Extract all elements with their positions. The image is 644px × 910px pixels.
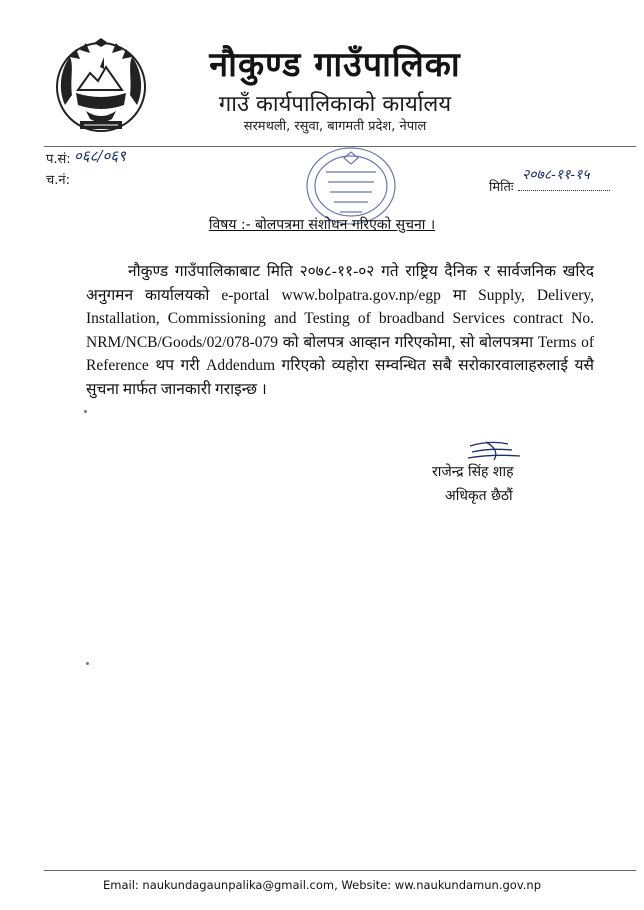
date-underline xyxy=(518,190,610,191)
nepal-emblem-icon xyxy=(50,35,152,137)
signatory-name: राजेन्द्र सिंह शाह xyxy=(432,464,514,480)
office-subtitle: गाउँ कार्यपालिकाको कार्यालय xyxy=(218,92,452,117)
footer-divider xyxy=(44,870,636,871)
date-label: मितिः xyxy=(489,180,514,195)
margin-dot xyxy=(86,662,89,665)
footer-contact: Email: naukundagaunpalika@gmail.com, Website: ww.naukundamun.gov.np xyxy=(103,878,541,892)
subject-heading: विषय :- बोलपत्रमा संशोधन गरिएको सुचना । xyxy=(208,217,436,233)
date-value: २०७८-११-१५ xyxy=(522,167,590,183)
office-address: सरमथली, रसुवा, बागमती प्रदेश, नेपाल xyxy=(243,119,427,134)
ps-value: ०६८/०६९ xyxy=(74,147,126,165)
ps-label: प.सं: xyxy=(46,152,71,167)
margin-dot xyxy=(84,410,87,413)
signatory-title: अधिकृत छैठौं xyxy=(445,488,513,504)
cn-label: च.नं: xyxy=(46,173,70,188)
notice-body: नौकुण्ड गाउँपालिकाबाट मिति २०७८-११-०२ गते राष्ट्रिय दैनिक र सार्वजनिक खरिद अनुगमन कार्यालयको e-portal www.bolpatra.gov.np/egp मा Supply, Delivery, Installation, Commissioning and Testing of broadband Services contract No. NRM/NCB/Goods/02/078-079 को बोलपत्र आव्हान गरिएकोमा, सो बोलपत्रमा Terms of Reference थप गरी Addendum गरिएको व्यहोरा सम्वन्धित सबै सरोकारवालाहरुलाई यसै सुचना मार्फत जानकारी गराइन्छ । xyxy=(86,263,594,398)
page-title: नौकुण्ड गाउँपालिका xyxy=(209,45,461,85)
